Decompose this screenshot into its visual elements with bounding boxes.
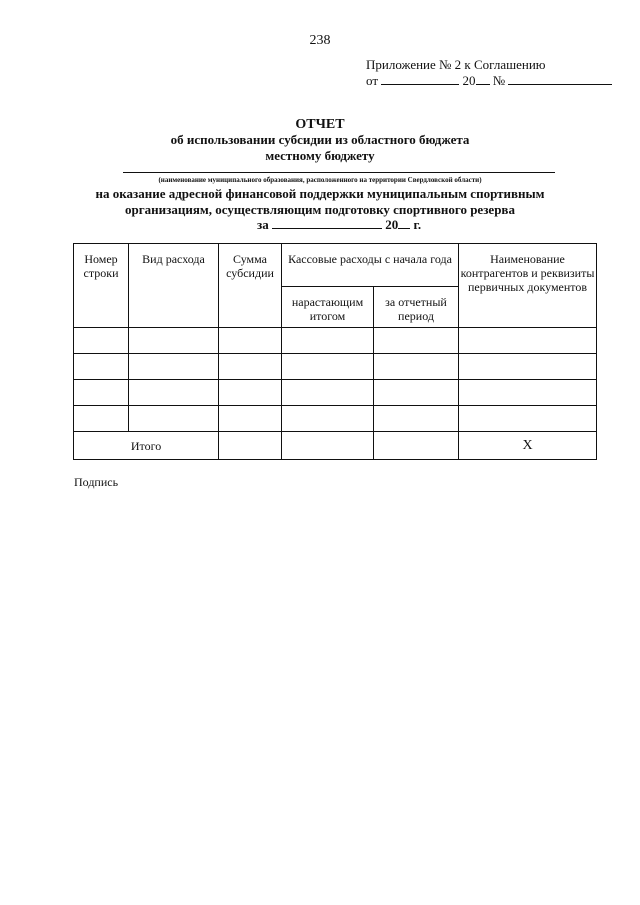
table-total-row [74,432,597,460]
page-number: 238 [309,33,331,48]
table-cell[interactable] [459,406,597,432]
period-year-prefix: 20 [385,217,399,232]
agreement-year-prefix: 20 [462,73,476,88]
agreement-date-line [366,73,612,89]
agreement-date-blank [381,74,459,85]
table-cell[interactable] [282,380,374,406]
table-cell[interactable] [459,354,597,380]
table-row [74,354,597,380]
subtitle-line: местному бюджету [265,148,375,163]
table-row [74,406,597,432]
table-cell[interactable] [219,380,282,406]
table-cell[interactable] [129,354,219,380]
total-label: Итого [74,432,219,460]
header-cash-expenses: Кассовые расходы с начала года [282,244,459,287]
table-cell[interactable] [74,354,129,380]
table-cell[interactable] [374,354,459,380]
header-subsidy-amount: Сумма субсидии [219,244,282,328]
agreement-number-sign: № [492,73,506,88]
agreement-number-blank [508,74,612,85]
reporting-period-line [257,217,421,233]
total-counterparties-mark: Х [459,432,597,460]
subtitle-line: об использовании субсидии из областного бюджета [170,132,470,147]
period-suffix: г. [413,217,422,232]
period-year-blank [398,218,410,229]
table-cell[interactable] [74,406,129,432]
header-cumulative: нарастающим итогом [282,287,374,328]
total-subsidy-cell[interactable] [219,432,282,460]
table-cell[interactable] [74,380,129,406]
report-table [73,243,597,460]
agreement-from-label: от [366,73,379,88]
header-reporting-period: за отчетный период [374,287,459,328]
table-cell[interactable] [129,406,219,432]
table-cell[interactable] [74,328,129,354]
table-cell[interactable] [374,406,459,432]
header-counterparties: Наименование контрагентов и реквизиты первичных документов [459,244,597,328]
municipality-hint: (наименование муниципального образования, расположенного на территории Свердловской области) [158,176,482,184]
table-cell[interactable] [459,328,597,354]
table-cell[interactable] [129,380,219,406]
table-cell[interactable] [374,328,459,354]
municipality-blank-line [123,172,555,173]
table-cell[interactable] [374,380,459,406]
document-subtitle [0,132,640,164]
period-blank [272,218,382,229]
table-cell[interactable] [219,354,282,380]
table-row [74,328,597,354]
appendix-title: Приложение № 2 к Соглашению [366,57,546,72]
agreement-year-blank [476,74,490,85]
purpose-text [0,186,640,218]
total-cumulative-cell[interactable] [282,432,374,460]
purpose-line: на оказание адресной финансовой поддержки муниципальным спортивным [95,186,545,201]
table-header-row [74,244,597,287]
header-row-number: Номер строки [74,244,129,328]
total-period-cell[interactable] [374,432,459,460]
document-title: ОТЧЕТ [295,117,345,132]
table-cell[interactable] [459,380,597,406]
table-cell[interactable] [219,328,282,354]
table-cell[interactable] [282,328,374,354]
table-cell[interactable] [282,354,374,380]
header-expense-type: Вид расхода [129,244,219,328]
period-prefix: за [257,217,269,232]
table-row [74,380,597,406]
table-cell[interactable] [219,406,282,432]
table-cell[interactable] [129,328,219,354]
table-cell[interactable] [282,406,374,432]
purpose-line: организациям, осуществляющим подготовку спортивного резерва [125,202,515,217]
signature-label: Подпись [74,475,119,489]
